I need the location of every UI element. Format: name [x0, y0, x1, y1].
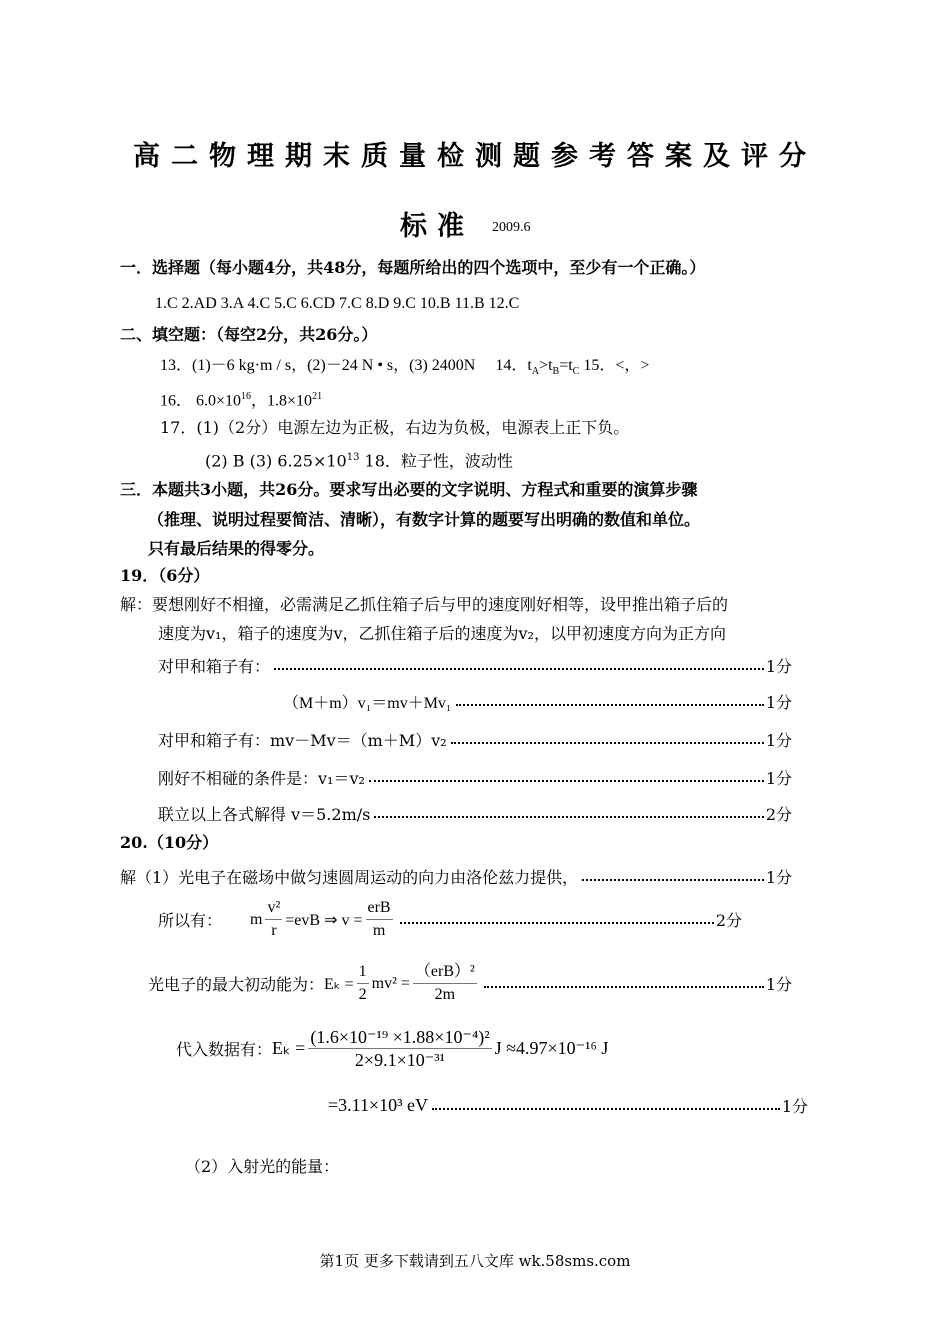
score: 2分: [765, 805, 792, 824]
score: 1分: [765, 657, 792, 676]
leader: [582, 879, 764, 881]
num: （erB）²: [413, 961, 477, 984]
num: v²: [265, 897, 282, 920]
answer-17-18: [205, 448, 513, 471]
t: =3.11×10³ eV: [328, 1095, 429, 1115]
score: 1分: [765, 975, 792, 994]
section2-heading: 二、填空题：（每空2分，共26分。）: [120, 325, 378, 344]
doc-title: 高二物理期末质量检测题参考答案及评分: [133, 141, 817, 172]
den: m: [372, 922, 386, 939]
section3-heading-3: 只有最后结果的得零分。: [148, 539, 325, 558]
q20-part2: （2）入射光的能量：: [185, 1157, 340, 1176]
equation: 对甲和箱子有：mv－Mv＝（m＋M）v₂: [158, 731, 447, 750]
fraction: [357, 961, 369, 1006]
t: =t: [559, 357, 573, 374]
leader: [400, 922, 714, 924]
leader: [456, 704, 764, 706]
q20-line1: [120, 865, 792, 888]
t: t: [527, 357, 532, 374]
t: Eₖ =: [272, 1038, 306, 1058]
fraction: [308, 1026, 491, 1071]
t: >t: [539, 357, 553, 374]
den: 2m: [434, 986, 456, 1003]
leader: [274, 668, 764, 670]
q19-eq1: [283, 690, 792, 713]
t: m: [250, 910, 263, 928]
t: (2) B (3) 6.25×10: [205, 451, 347, 471]
doc-date: 2009.6: [492, 220, 531, 235]
equation: 刚好不相碰的条件是：v₁＝v₂: [158, 769, 365, 788]
equation: 联立以上各式解得 v＝5.2m/s: [158, 805, 371, 824]
num: 1: [357, 961, 369, 984]
q20-eq1: [158, 897, 742, 942]
q19-eq2: [158, 728, 792, 751]
t: 对甲和箱子有：: [158, 657, 271, 676]
leader: [432, 1108, 780, 1110]
q20-eq2: [148, 961, 792, 1006]
answer-17: 17．(1)（2分）电源左边为正极，右边为负极，电源表上正下负。: [160, 418, 630, 437]
leader: [374, 816, 763, 818]
q19-result: [158, 802, 792, 825]
score: 1分: [765, 868, 792, 887]
doc-title-cont: 标准: [400, 211, 474, 242]
ans18: 18．粒子性，波动性: [359, 451, 513, 471]
section3-heading-2: （推理、说明过程要简洁、清晰），有数字计算的题要写出明确的数值和单位。: [148, 510, 701, 529]
num: (1.6×10⁻¹⁹ ×1.88×10⁻⁴)²: [310, 1027, 490, 1047]
t: ，1.8×10: [251, 392, 313, 410]
score: 1分: [765, 693, 792, 712]
den: 2×9.1×10⁻³¹: [354, 1050, 446, 1070]
sup: 13: [346, 452, 360, 463]
score: 1分: [765, 731, 792, 750]
q19-line1: 解：要想刚好不相撞，必需满足乙抓住箱子后与甲的速度刚好相等，设甲推出箱子后的: [120, 595, 729, 614]
ans15: 15．<，>: [579, 357, 650, 374]
den: r: [271, 922, 277, 939]
section1-heading: 一．选择题（每小题4分，共48分，每题所给出的四个选项中，至少有一个正确。）: [120, 258, 706, 277]
t: Eₖ =: [324, 975, 354, 993]
equation: （M＋m）v₁＝mv＋Mv₁: [283, 695, 452, 712]
fraction: [413, 961, 477, 1006]
fraction: [265, 897, 282, 942]
q20-eq4: [328, 1094, 808, 1117]
q19-heading: 19．（6分）: [120, 566, 210, 585]
section3-heading: 三．本题共3小题，共26分。要求写出必要的文字说明、方程式和重要的演算步骤: [120, 480, 698, 499]
q19-line3: [158, 654, 792, 677]
leader: [484, 986, 764, 988]
t: 所以有：: [158, 911, 223, 930]
sup: 16: [241, 391, 252, 402]
q19-eq3: [158, 766, 792, 789]
ans13: 13．(1)－6 kg·m / s，(2)－24 N • s，(3) 2400N 14．: [160, 357, 528, 374]
q19-line2: 速度为v₁，箱子的速度为v，乙抓住箱子后的速度为v₂，以甲初速度方向为正方向: [158, 624, 726, 643]
den: 2: [358, 986, 367, 1003]
t: 代入数据有：: [176, 1040, 273, 1059]
q20-heading: 20.（10分）: [120, 833, 219, 852]
t: 16． 6.0×10: [160, 392, 242, 410]
sup: 21: [312, 391, 323, 402]
t: =evB ⇒ v =: [285, 911, 363, 929]
t: J ≈4.97×10⁻¹⁶ J: [494, 1038, 609, 1058]
answer-16: [160, 387, 322, 411]
answer-13-15: [160, 356, 649, 382]
t: mv² =: [371, 974, 410, 992]
sub: B: [552, 366, 560, 378]
section1-answers: 1.C 2.AD 3.A 4.C 5.C 6.CD 7.C 8.D 9.C 10.B 11.B 12.C: [155, 295, 520, 312]
sub: A: [531, 366, 540, 378]
q20-eq3: [176, 1026, 608, 1071]
score: 1分: [765, 769, 792, 788]
page-footer: 第1页 更多下载请到五八文库 wk.58sms.com: [319, 1252, 631, 1270]
leader: [369, 780, 764, 782]
t: 解（1）光电子在磁场中做匀速圆周运动的向力由洛伦兹力提供，: [120, 868, 579, 887]
t: 光电子的最大初动能为：: [148, 975, 325, 994]
sub: C: [572, 366, 580, 378]
num: erB: [366, 897, 393, 920]
leader: [451, 742, 764, 744]
fraction: [366, 897, 393, 942]
score: 1分: [781, 1097, 808, 1116]
score: 2分: [715, 911, 742, 930]
